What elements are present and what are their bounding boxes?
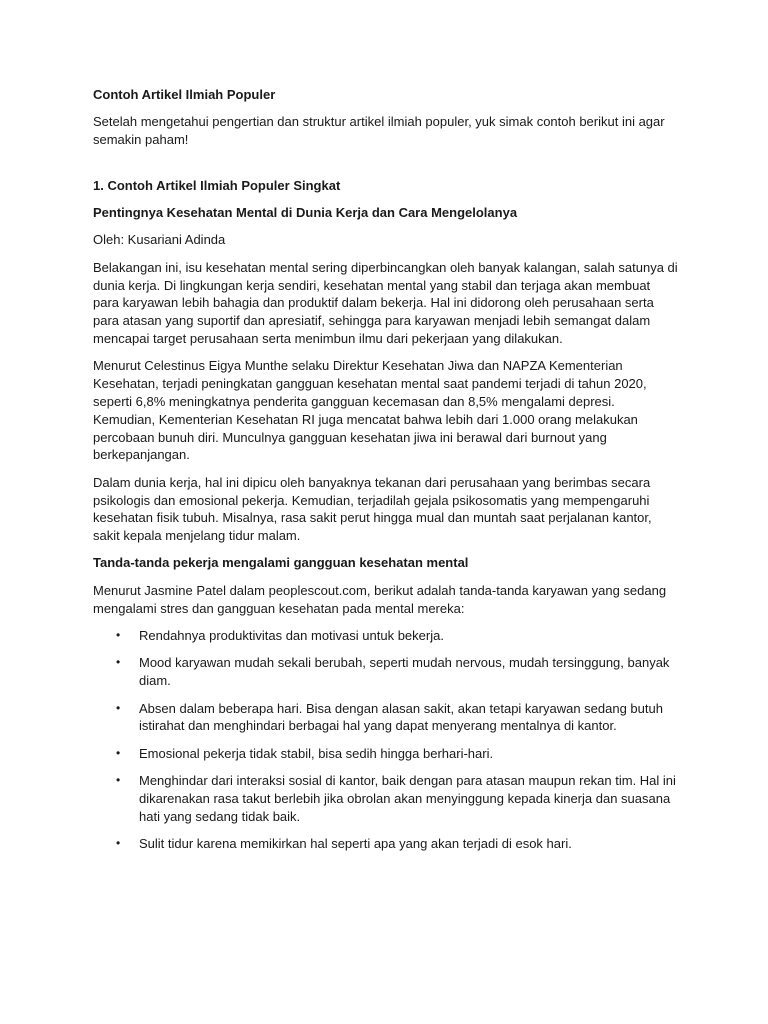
symptom-list — [93, 627, 679, 853]
document-page — [93, 86, 679, 863]
article-title: Pentingnya Kesehatan Mental di Dunia Kerja dan Cara Mengelolanya — [93, 204, 518, 220]
list-item-text: Emosional pekerja tidak stabil, bisa sedih hingga berhari-hari. — [139, 745, 494, 761]
intro-paragraph: Setelah mengetahui pengertian dan struktur artikel ilmiah populer, yuk simak contoh berikut ini agar semakin paham! — [93, 114, 665, 148]
list-item — [93, 654, 679, 690]
bullet-icon: • — [116, 836, 121, 851]
body-paragraph-2: Menurut Celestinus Eigya Munthe selaku Direktur Kesehatan Jiwa dan NAPZA Kementerian Kesehatan, terjadi peningkatan gangguan kesehatan mental saat pandemi terjadi di tahun 2020, seperti 6,8% meningkatnya penderita gangguan kecemasan dan 8,5% mengalami depresi. Kemudian, Kementerian Kesehatan RI juga mencatat bahwa lebih dari 1.000 orang melakukan percobaan bunuh diri. Munculnya gangguan kesehatan jiwa ini berawal dari burnout yang berkepanjangan. — [93, 358, 647, 463]
list-item-text: Mood karyawan mudah sekali berubah, seperti mudah nervous, mudah tersinggung, banyak diam. — [139, 655, 670, 689]
body-paragraph-1: Belakangan ini, isu kesehatan mental sering diperbincangkan oleh banyak kalangan, salah satunya di dunia kerja. Di lingkungan kerja sendiri, kesehatan mental yang stabil dan terjaga akan membuat para karyawan lebih bahagia dan produktif dalam bekerja. Hal ini didorong oleh perusahaan serta para atasan yang suportif dan apresiatif, sehingga para karyawan menjadi lebih semangat dalam mencapai target perusahaan serta menimbun ilmu dari pekerjaan yang dilakukan. — [93, 259, 678, 346]
list-item — [93, 772, 679, 825]
subheading: Tanda-tanda pekerja mengalami gangguan kesehatan mental — [93, 555, 469, 571]
list-intro: Menurut Jasmine Patel dalam peoplescout.com, berikut adalah tanda-tanda karyawan yang sedang mengalami stres dan gangguan kesehatan pada mental mereka: — [93, 582, 667, 616]
list-item — [93, 745, 679, 763]
section-title: 1. Contoh Artikel Ilmiah Populer Singkat — [93, 177, 341, 193]
list-item — [93, 627, 679, 645]
bullet-icon: • — [116, 628, 121, 643]
list-item-text: Sulit tidur karena memikirkan hal seperti apa yang akan terjadi di esok hari. — [139, 836, 572, 852]
list-item-text: Rendahnya produktivitas dan motivasi untuk bekerja. — [139, 628, 444, 644]
bullet-icon: • — [116, 745, 121, 760]
list-item — [93, 700, 679, 736]
list-item — [93, 835, 679, 853]
bullet-icon: • — [116, 700, 121, 715]
list-item-text: Absen dalam beberapa hari. Bisa dengan alasan sakit, akan tetapi karyawan sedang butuh istirahat dan menghindari berbagai hal yang dapat menyerang mentalnya di kantor. — [139, 700, 663, 734]
bullet-icon: • — [116, 655, 121, 670]
article-author: Oleh: Kusariani Adinda — [93, 232, 226, 248]
bullet-icon: • — [116, 773, 121, 788]
document-heading: Contoh Artikel Ilmiah Populer — [93, 87, 276, 102]
body-paragraph-3: Dalam dunia kerja, hal ini dipicu oleh banyaknya tekanan dari perusahaan yang berimbas secara psikologis dan emosional pekerja. Kemudian, terjadilah gejala psikosomatis yang mempengaruhi kesehatan fisik tubuh. Misalnya, rasa sakit perut hingga mual dan muntah saat perjalanan kantor, sakit kepala menjelang tidur malam. — [93, 474, 652, 544]
list-item-text: Menghindar dari interaksi sosial di kantor, baik dengan para atasan maupun rekan tim. Hal ini dikarenakan rasa takut berlebih jika obrolan akan menyinggung kepada kinerja dan suasana hati yang sedang tidak baik. — [139, 773, 676, 824]
spacer — [93, 159, 679, 177]
